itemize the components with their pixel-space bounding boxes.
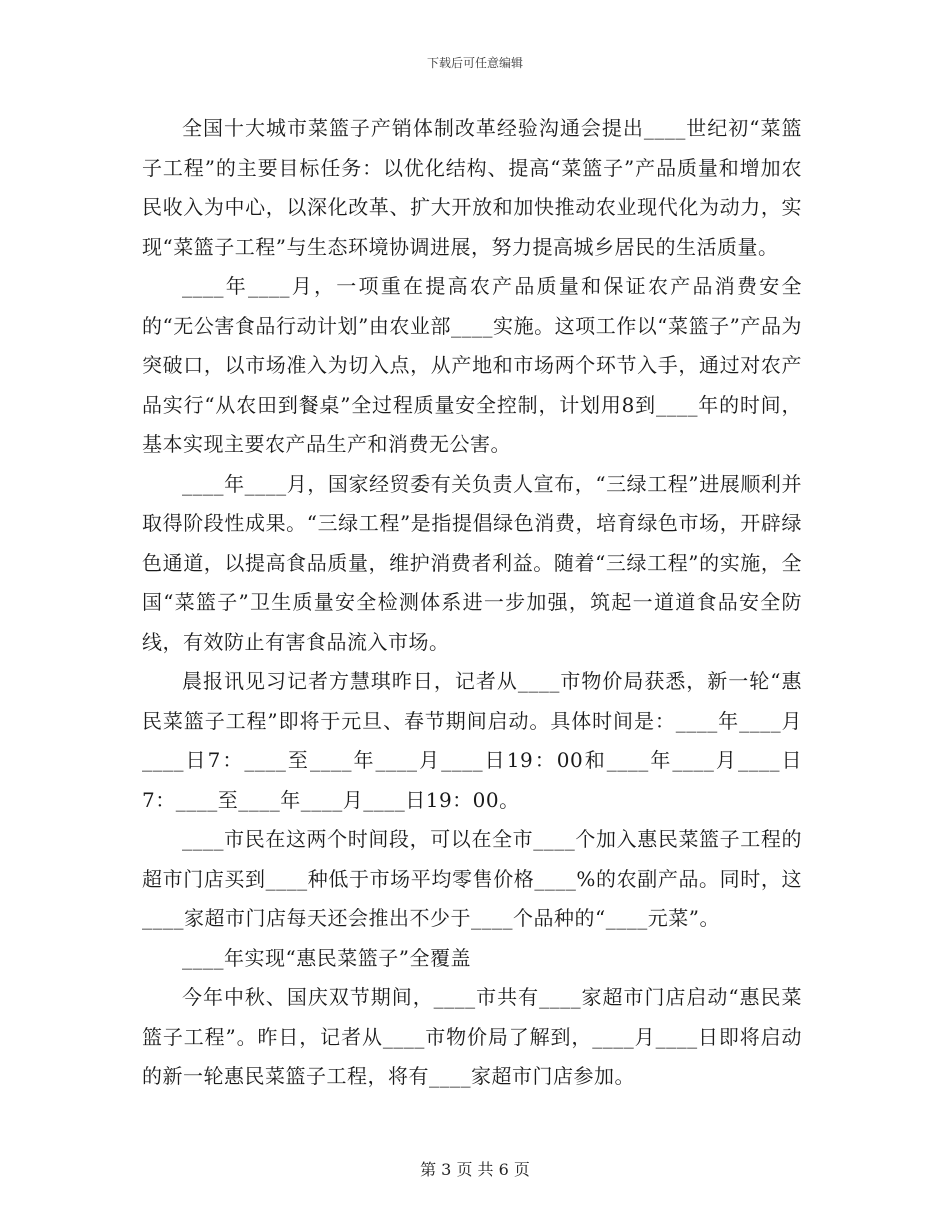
paragraph-5: ____市民在这两个时间段，可以在全市____个加入惠民菜篮子工程的超市门店买到____种低于市场平均零售价格____%的农副产品。同时，这____家超市门店每天还会推出不少于____个品种的“____元菜”。 (142, 827, 802, 930)
paragraph-2: ____年____月，一项重在提高农产品质量和保证农产品消费安全的“无公害食品行动计划”由农业部____实施。这项工作以“菜篮子”产品为突破口，以市场准入为切入点，从产地和市场两个环节入手，通过对农产品实行“从农田到餐桌”全过程质量安全控制，计划用8到____年的时间，基本实现主要农产品生产和消费无公害。 (142, 274, 802, 456)
paragraph-4: 晨报讯见习记者方慧琪昨日，记者从____市物价局获悉，新一轮“惠民菜篮子工程”即将于元旦、春节期间启动。具体时间是：____年____月____日7：____至____年____月____日19：00和____年____月____日7：____至____年____月____日19：00。 (142, 669, 802, 812)
paragraph-1: 全国十大城市菜篮子产销体制改革经验沟通会提出____世纪初“菜篮子工程”的主要目标任务：以优化结构、提高“菜篮子”产品质量和增加农民收入为中心，以深化改革、扩大开放和加快推动农业现代化为动力，实现“菜篮子工程”与生态环境协调进展，努力提高城乡居民的生活质量。 (142, 116, 802, 259)
section-heading: ____年实现“惠民菜篮子”全覆盖 (182, 945, 471, 970)
page-header: 下载后可任意编辑 (426, 56, 523, 70)
paragraph-3: ____年____月，国家经贸委有关负责人宣布，“三绿工程”进展顺利并取得阶段性成果。“三绿工程”是指提倡绿色消费，培育绿色市场，开辟绿色通道，以提高食品质量，维护消费者利益。随着“三绿工程”的实施，全国“菜篮子”卫生质量安全检测体系进一步加强，筑起一道道食品安全防线，有效防止有害食品流入市场。 (142, 471, 802, 654)
document-body (142, 109, 802, 1097)
page-footer: 第 3 页 共 6 页 (420, 1160, 530, 1179)
paragraph-7: 今年中秋、国庆双节期间，____市共有____家超市门店启动“惠民菜篮子工程”。昨日，记者从____市物价局了解到，____月____日即将启动的新一轮惠民菜篮子工程，将有____家超市门店参加。 (142, 985, 802, 1088)
